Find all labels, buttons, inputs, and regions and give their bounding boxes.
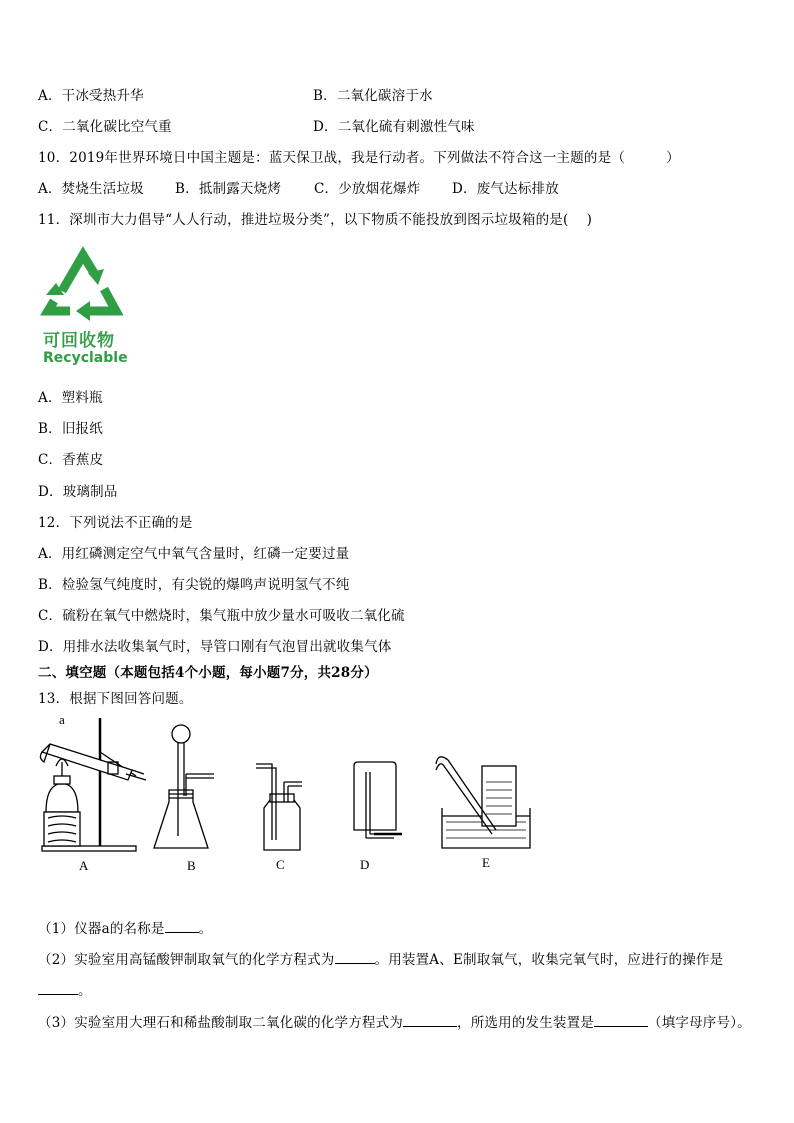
q10-stem: 10．2019年世界环境日中国主题是：蓝天保卫战，我是行动者。下列做法不符合这一主题的是（ ） bbox=[38, 150, 680, 166]
q9-option-d: D．二氧化硫有刺激性气味 bbox=[313, 119, 475, 135]
apparatus-c bbox=[256, 764, 302, 850]
recycle-logo-en: Recyclable bbox=[43, 350, 128, 366]
q11-option-b: B．旧报纸 bbox=[38, 421, 103, 437]
figure-label-C: C bbox=[276, 857, 285, 872]
q12-option-c: C．硫粉在氧气中燃烧时，集气瓶中放少量水可吸收二氧化硫 bbox=[38, 608, 405, 624]
q12-option-b: B．检验氢气纯度时，有尖锐的爆鸣声说明氢气不纯 bbox=[38, 577, 350, 593]
answer-blank[interactable] bbox=[335, 951, 375, 964]
q10-option-d: D．废气达标排放 bbox=[452, 181, 559, 197]
q12-stem: 12．下列说法不正确的是 bbox=[38, 515, 193, 531]
answer-blank[interactable] bbox=[403, 1014, 457, 1027]
answer-blank[interactable] bbox=[38, 982, 78, 995]
figure-label-D: D bbox=[360, 857, 370, 872]
q13-part-3: （3）实验室用大理石和稀盐酸制取二氧化碳的化学方程式为 ，所选用的发生装置是 （填字母序号）。 bbox=[38, 1015, 751, 1031]
answer-blank[interactable] bbox=[165, 920, 199, 933]
apparatus-e bbox=[436, 757, 530, 848]
q12-option-d: D．用排水法收集氧气时，导管口刚有气泡冒出就收集气体 bbox=[38, 639, 392, 655]
q9-option-a: A．干冰受热升华 bbox=[38, 88, 144, 104]
q13-part-2: （2）实验室用高锰酸钾制取氧气的化学方程式为 。用装置A、E制取氧气，收集完氧气时，应进行的操作是 bbox=[38, 952, 724, 968]
recycle-logo-cn: 可回收物 bbox=[43, 331, 115, 351]
q10-option-a: A．焚烧生活垃圾 bbox=[38, 181, 144, 197]
apparatus-d bbox=[354, 762, 402, 838]
q11-option-d: D．玻璃制品 bbox=[38, 484, 118, 500]
q12-option-a: A．用红磷测定空气中氧气含量时，红磷一定要过量 bbox=[38, 546, 350, 562]
q11-option-a: A．塑料瓶 bbox=[38, 390, 103, 406]
q11-stem: 11．深圳市大力倡导“人人行动，推进垃圾分类”，以下物质不能投放到图示垃圾箱的是( ) bbox=[38, 212, 593, 228]
apparatus-a bbox=[40, 718, 146, 851]
figure-label-E: E bbox=[482, 855, 490, 870]
q13-part-1: （1）仪器a的名称是 。 bbox=[38, 921, 213, 937]
figure-label-B: B bbox=[187, 858, 196, 873]
q9-option-c: C．二氧化碳比空气重 bbox=[38, 119, 172, 135]
q11-option-c: C．香蕉皮 bbox=[38, 452, 104, 468]
answer-blank[interactable] bbox=[594, 1014, 648, 1027]
q9-option-b: B．二氧化碳溶于水 bbox=[313, 88, 433, 104]
recycle-icon bbox=[40, 245, 126, 325]
q10-option-c: C．少放烟花爆炸 bbox=[314, 181, 421, 197]
apparatus-figure bbox=[36, 712, 536, 862]
q13-stem: 13．根据下图回答问题。 bbox=[38, 691, 193, 707]
q13-part-2-cont: 。 bbox=[38, 979, 92, 999]
figure-label-A: A bbox=[79, 858, 89, 873]
section-heading: 二、填空题（本题包括4个小题，每小题7分，共28分） bbox=[38, 665, 378, 681]
apparatus-b bbox=[154, 725, 214, 848]
figure-label-a-instrument: a bbox=[59, 712, 65, 727]
q10-option-b: B．抵制露天烧烤 bbox=[175, 181, 282, 197]
